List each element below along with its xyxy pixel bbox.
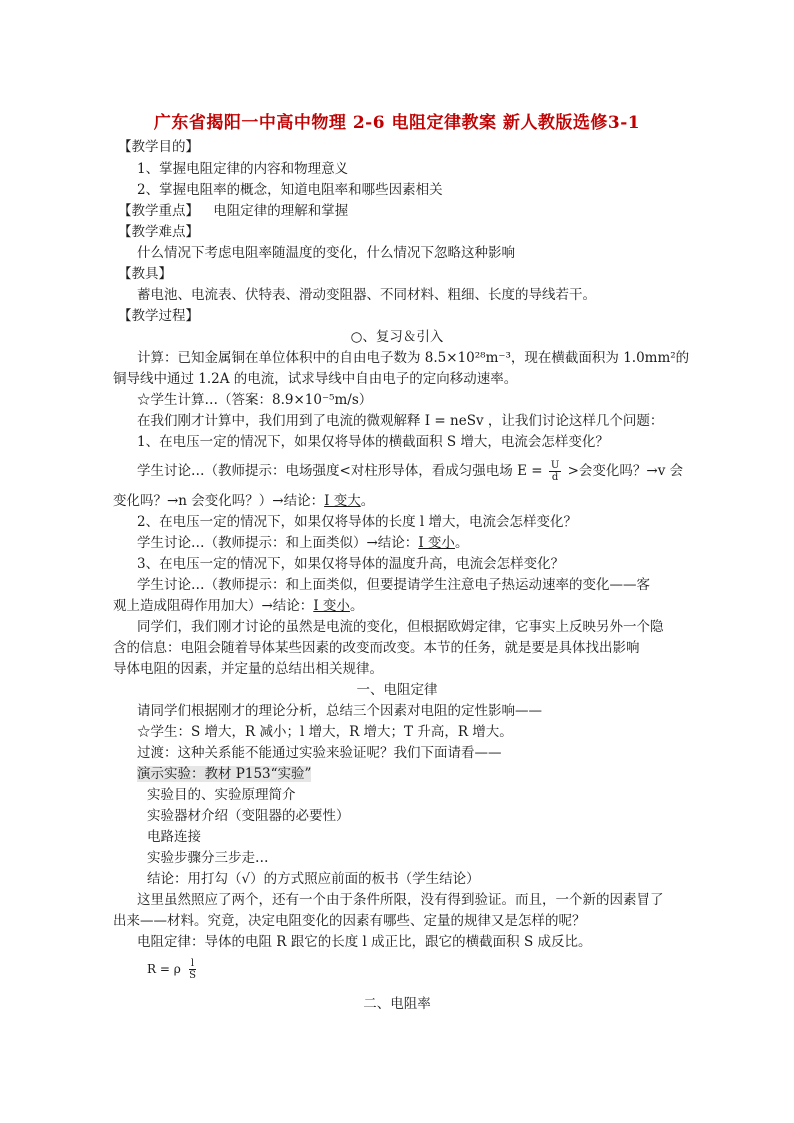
calc-line-1: 计算：已知金属铜在单位体积中的自由电子数为 8.5×10²⁸m⁻³，现在横截面积为 1.0mm²的 [137,350,690,366]
discussion-3-end: 。 [349,598,364,614]
demo-step-3: 电路连接 [147,829,201,845]
law-transition: 过渡：这种关系能不能通过实验来验证呢？我们下面请看—— [137,745,502,761]
tools-text: 蓄电池、电流表、伏特表、滑动变阻器、不同材料、粗细、长度的导线若干。 [137,287,596,303]
keypoint-line [118,201,348,221]
page-title: 广东省揭阳一中高中物理 2-6 电阻定律教案 新人教版选修3-1 [153,113,641,133]
formula-numerator: l [190,958,195,969]
demo-highlight: 演示实验：教材 P153“实验” [137,766,312,782]
discussion-1-text-c: 变化吗？→n 会变化吗？）→结论： [113,493,325,509]
process-header: 【教学过程】 [118,308,199,324]
summary-line-1: 同学们，我们刚才讨论的虽然是电流的变化，但根据欧姆定律，它事实上反映另外一个隐 [137,619,664,635]
field-fraction [549,460,561,483]
demo-step-1: 实验目的、实验原理简介 [147,787,296,803]
difficulty-text: 什么情况下考虑电阻率随温度的变化，什么情况下忽略这种影响 [137,245,515,261]
discussion-1-text-b: >会变化吗？→v 会 [567,463,684,479]
discussion-1-line-c [113,491,374,511]
objective-1: 1、掌握电阻定律的内容和物理意义 [137,161,349,177]
objectives-header: 【教学目的】 [118,139,199,155]
demo-step-2: 实验器材介绍（变阻器的必要性） [147,808,350,824]
resistivity-heading: 二、电阻率 [363,996,431,1012]
summary-line-3: 导体电阻的因素，并定量的总结出相关规律。 [113,661,383,677]
discussion-2-line [137,533,468,553]
question-3: 3、在电压一定的情况下，如果仅将导体的温度升高，电流会怎样变化？ [137,556,565,572]
law-note-2: 出来——材料。究竟，决定电阻变化的因素有哪些、定量的规律又是怎样的呢？ [113,913,586,929]
student-calc: ☆学生计算…（答案：8.9×10⁻⁵m/s） [137,392,373,408]
discussion-2-end: 。 [454,535,469,551]
summary-line-2: 含的信息：电阻会随着导体某些因素的改变而改变。本节的任务，就是要是具体找出影响 [113,640,640,656]
difficulty-header: 【教学难点】 [118,224,199,240]
discussion-3-line-a: 学生讨论…（教师提示：和上面类似，但要提请学生注意电子热运动速率的变化——客 [137,577,650,593]
discussion-3-line-b [113,596,363,616]
tools-header: 【教具】 [118,266,172,282]
calc-line-2: 铜导线中通过 1.2A 的电流，试求导线中自由电子的定向移动速率。 [113,371,518,387]
law-student: ☆学生：S 增大，R 减小；l 增大，R 增大；T 升高，R 增大。 [137,724,513,740]
demo-step-4: 实验步骤分三步走… [147,850,269,866]
review-heading: ○、复习＆引入 [350,329,444,345]
fraction-numerator: U [550,460,560,471]
law-heading: 一、电阻定律 [356,682,438,698]
fraction-denominator: d [551,472,559,483]
law-statement: 电阻定律：导体的电阻 R 跟它的长度 l 成正比，跟它的横截面积 S 成反比。 [137,934,592,950]
keypoint-header: 【教学重点】 [118,203,199,219]
discussion-2-text: 学生讨论…（教师提示：和上面类似）→结论： [137,535,419,551]
intro-line: 在我们刚才计算中，我们用到了电流的微观解释 I = neSv ，让我们讨论这样几个问题： [137,413,664,429]
discussion-1-line-a [137,458,683,484]
discussion-1-result: I 变大 [324,493,361,509]
keypoint-text: 电阻定律的理解和掌握 [213,203,349,219]
formula-fraction [187,958,198,981]
discussion-1-end: 。 [360,493,375,509]
discussion-1-text-a: 学生讨论…（教师提示：电场强度<对柱形导体，看成匀强电场 E = [137,463,543,479]
objective-2: 2、掌握电阻率的概念，知道电阻率和哪些因素相关 [137,182,443,198]
discussion-2-result: I 变小 [418,535,455,551]
formula-lhs: R = ρ [147,962,181,976]
discussion-3-text-b: 观上造成阻碍作用加大）→结论： [113,598,314,614]
question-2: 2、在电压一定的情况下，如果仅将导体的长度 l 增大，电流会怎样变化？ [137,514,577,530]
demo-step-5: 结论：用打勾（√）的方式照应前面的板书（学生结论） [147,871,480,887]
law-formula [147,956,200,982]
discussion-3-result: I 变小 [313,598,350,614]
formula-denominator: S [189,970,196,981]
law-note-1: 这里虽然照应了两个，还有一个由于条件所限，没有得到验证。而且，一个新的因素冒了 [137,892,664,908]
demo-line [137,764,311,784]
question-1: 1、在电压一定的情况下，如果仅将导体的横截面积 S 增大，电流会怎样变化？ [137,434,609,450]
law-ask: 请同学们根据刚才的理论分析，总结三个因素对电阻的定性影响—— [137,703,542,719]
